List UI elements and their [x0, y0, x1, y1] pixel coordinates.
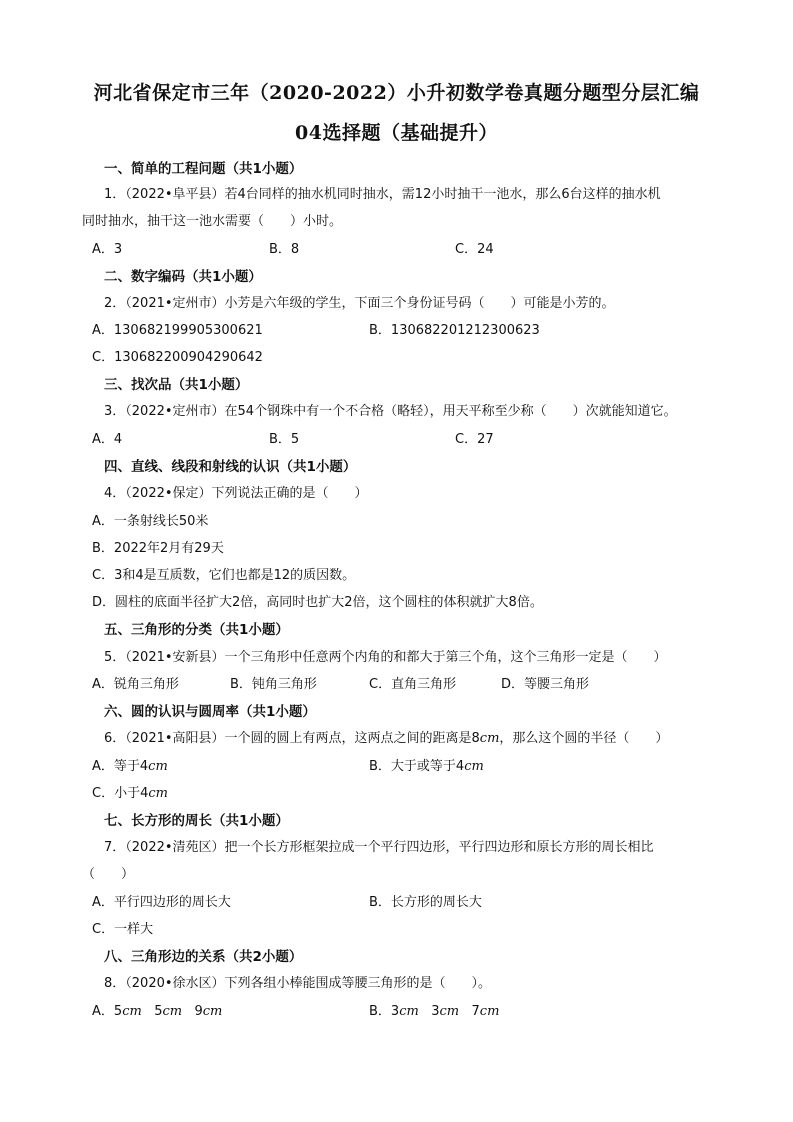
option-6c-unit: cm	[148, 786, 168, 801]
option-8b-value2: 3	[431, 1004, 440, 1019]
option-4c: C．3和4是互质数，它们也都是12的质因数。	[92, 568, 356, 583]
option-8b-unit3: cm	[479, 1004, 500, 1019]
option-8b-label: B．	[369, 1004, 391, 1019]
section-heading-7: 七、长方形的周长（共1小题）	[104, 813, 289, 829]
question-7-line1: 7．（2022•清苑区）把一个长方形框架拉成一个平行四边形，平行四边形和原长方形的周长相比	[104, 840, 654, 855]
option-6a-text: A．等于4	[92, 759, 149, 774]
section-heading-4: 四、直线、线段和射线的认识（共1小题）	[104, 459, 357, 475]
question-6	[104, 730, 668, 748]
option-5b: B．钝角三角形	[230, 677, 317, 692]
document-title-line2: 04选择题（基础提升）	[295, 122, 498, 144]
option-2b: B．130682201212300623	[369, 323, 540, 338]
option-8a-value2: 5	[154, 1004, 163, 1019]
option-8b-unit2: cm	[439, 1004, 460, 1019]
option-8a-unit2: cm	[162, 1004, 183, 1019]
option-3a: A．4	[92, 432, 123, 447]
option-8a-unit1: cm	[122, 1004, 142, 1019]
option-7b: B．长方形的周长大	[369, 895, 482, 910]
question-8: 8．（2020•徐水区）下列各组小棒能围成等腰三角形的是（ ）。	[104, 976, 492, 991]
section-heading-3: 三、找次品（共1小题）	[104, 377, 249, 393]
section-heading-8: 八、三角形边的关系（共2小题）	[104, 949, 303, 965]
option-6b	[369, 758, 484, 776]
option-4b: B．2022年2月有29天	[92, 541, 224, 556]
option-6b-text: B．大于或等于4	[369, 759, 465, 774]
option-1b: B．8	[269, 242, 300, 257]
option-8a-value1: 5	[113, 1004, 123, 1019]
option-8b-unit1: cm	[399, 1004, 419, 1019]
option-8a-label: A．	[92, 1004, 114, 1019]
option-4d: D．圆柱的底面半径扩大2倍，高同时也扩大2倍，这个圆柱的体积就扩大8倍。	[92, 595, 543, 610]
section-heading-5: 五、三角形的分类（共1小题）	[104, 622, 289, 638]
option-1c: C．24	[455, 242, 494, 257]
option-3b: B．5	[269, 432, 300, 447]
question-5: 5．（2021•安新县）一个三角形中任意两个内角的和都大于第三个角，这个三角形一定是（ ）	[104, 650, 667, 665]
section-heading-2: 二、数字编码（共1小题）	[104, 269, 262, 285]
option-5a: A．锐角三角形	[92, 677, 179, 692]
option-6c-text: C．小于4	[92, 786, 149, 801]
option-7a: A．平行四边形的周长大	[92, 895, 231, 910]
option-6a	[92, 758, 168, 776]
question-1-line1: 1．（2022•阜平县）若4台同样的抽水机同时抽水，需12小时抽干一池水，那么6台这样的抽水机	[104, 187, 661, 202]
document-title-line1: 河北省保定市三年（2020-2022）小升初数学卷真题分题型分层汇编	[93, 82, 700, 104]
option-8b	[369, 1003, 499, 1021]
option-6b-unit: cm	[464, 759, 484, 774]
option-2c: C．130682200904290642	[92, 350, 263, 365]
question-6-text-end: ，那么这个圆的半径（ ）	[499, 731, 669, 746]
option-8b-value3: 7	[471, 1004, 480, 1019]
option-6c	[92, 785, 168, 803]
question-6-unit: cm	[479, 731, 500, 746]
option-8b-value1: 3	[390, 1004, 400, 1019]
option-7c: C．一样大	[92, 922, 154, 937]
question-2: 2．（2021•定州市）小芳是六年级的学生，下面三个身份证号码（ ）可能是小芳的。	[104, 296, 615, 311]
question-4: 4．（2022•保定）下列说法正确的是（ ）	[104, 486, 368, 501]
question-3: 3．（2022•定州市）在54个钢珠中有一个不合格（略轻），用天平称至少称（ ）次就能知道它。	[104, 404, 677, 419]
question-1-line2: 同时抽水，抽干这一池水需要（ ）小时。	[82, 214, 343, 229]
option-3c: C．27	[455, 432, 494, 447]
section-heading-1: 一、简单的工程问题（共1小题）	[104, 161, 303, 177]
option-8a	[92, 1003, 222, 1021]
option-5d: D．等腰三角形	[501, 677, 590, 692]
option-8a-value3: 9	[194, 1004, 203, 1019]
option-2a: A．130682199905300621	[92, 323, 263, 338]
option-5c: C．直角三角形	[369, 677, 457, 692]
section-heading-6: 六、圆的认识与圆周率（共1小题）	[104, 704, 316, 720]
option-4a: A．一条射线长50米	[92, 514, 209, 529]
question-6-text: 6．（2021•高阳县）一个圆的圆上有两点，这两点之间的距离是8	[104, 731, 480, 746]
option-6a-unit: cm	[148, 759, 168, 774]
question-7-line2: （ ）	[82, 867, 135, 882]
option-8a-unit3: cm	[202, 1004, 223, 1019]
option-1a: A．3	[92, 242, 123, 257]
